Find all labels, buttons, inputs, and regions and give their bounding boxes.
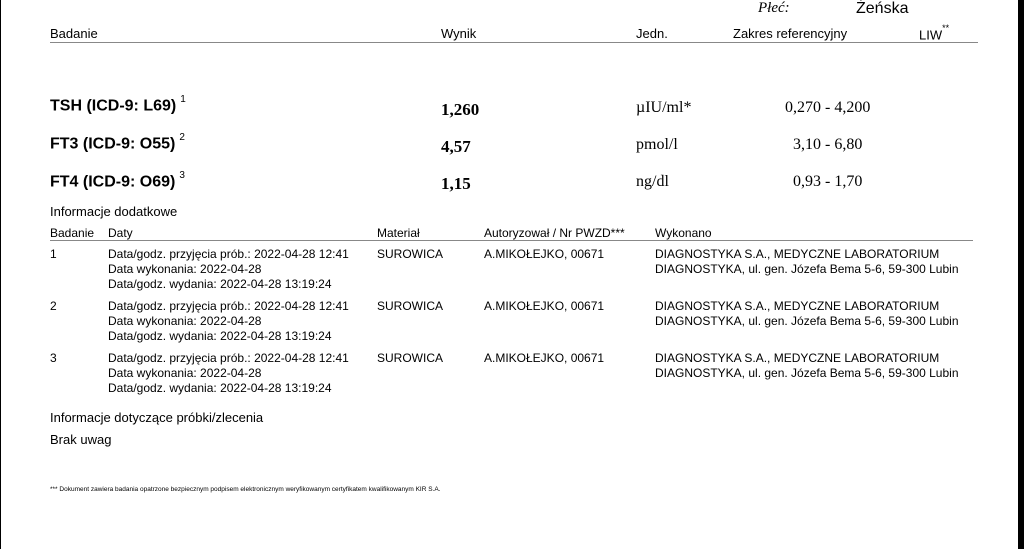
info-row-performed: [655, 247, 959, 277]
info-col-performed: Wykonano: [655, 226, 712, 240]
info-row-authorized: A.MIKOŁEJKO, 00671: [484, 351, 605, 365]
header-divider: [50, 42, 978, 43]
info-row-dates: [108, 299, 349, 344]
result-note: 3: [179, 170, 185, 181]
result-unit-tsh: µIU/ml*: [636, 99, 692, 116]
info-row-authorized: A.MIKOŁEJKO, 00671: [484, 299, 605, 313]
info-row-performed: [655, 351, 959, 381]
info-row-performed: [655, 299, 959, 329]
lab-address: DIAGNOSTYKA, ul. gen. Józefa Bema 5-6, 59-300 Lubin: [655, 366, 959, 380]
date-issued: Data/godz. wydania: 2022-04-28 13:19:24: [108, 277, 332, 291]
info-row-dates: [108, 351, 349, 396]
info-title: Informacje dodatkowe: [50, 204, 178, 219]
date-issued: Data/godz. wydania: 2022-04-28 13:19:24: [108, 381, 332, 395]
info-col-material: Materiał: [377, 226, 420, 240]
col-test-header: Badanie: [50, 26, 98, 41]
lab-name: DIAGNOSTYKA S.A., MEDYCZNE LABORATORIUM: [655, 247, 940, 261]
result-value-ft3: 4,57: [441, 137, 471, 156]
lab-address: DIAGNOSTYKA, ul. gen. Józefa Bema 5-6, 59-300 Lubin: [655, 262, 959, 276]
info-col-test: Badanie: [50, 226, 95, 240]
result-range-tsh: 0,270 - 4,200: [785, 99, 871, 116]
info-row-material: SUROWICA: [377, 351, 443, 365]
date-received: Data/godz. przyjęcia prób.: 2022-04-28 12:41: [108, 247, 349, 261]
lab-address: DIAGNOSTYKA, ul. gen. Józefa Bema 5-6, 59-300 Lubin: [655, 314, 959, 328]
info-row-authorized: A.MIKOŁEJKO, 00671: [484, 247, 605, 261]
result-name-ft3: [50, 134, 185, 153]
report-page: [1, 0, 1018, 549]
info-row-dates: [108, 247, 349, 292]
result-note: 2: [179, 132, 185, 143]
result-unit-ft3: pmol/l: [636, 136, 678, 153]
col-liw-header: [919, 23, 950, 43]
result-name-text: FT4 (ICD-9: O69): [50, 173, 176, 191]
result-value-tsh: 1,260: [441, 100, 480, 119]
info-row-test: 1: [50, 247, 57, 261]
info-row-material: SUROWICA: [377, 247, 443, 261]
result-range-ft4: 0,93 - 1,70: [793, 173, 863, 190]
col-liw-mark: **: [942, 23, 950, 33]
info-col-authorized: Autoryzował / Nr PWZD***: [484, 226, 625, 240]
result-name-tsh: [50, 96, 186, 115]
result-note: 1: [180, 94, 186, 105]
sex-label: Płeć:: [758, 0, 790, 16]
info-col-dates: Daty: [108, 226, 133, 240]
info-row-material: SUROWICA: [377, 299, 443, 313]
result-name-ft4: [50, 172, 185, 191]
col-range-header: Zakres referencyjny: [733, 26, 848, 41]
date-performed: Data wykonania: 2022-04-28: [108, 314, 262, 328]
col-unit-header: Jedn.: [636, 26, 668, 41]
result-value-ft4: 1,15: [441, 174, 471, 193]
info-row-test: 2: [50, 299, 57, 313]
footnote: *** Dokument zawiera badania opatrzone bezpiecznym podpisem elektronicznym weryfikowanym certyfikatem kwalifikowanym KIR S.A.: [50, 486, 441, 493]
col-result-header: Wynik: [441, 26, 477, 41]
result-name-text: TSH (ICD-9: L69): [50, 97, 177, 115]
sample-info-text: Brak uwag: [50, 432, 112, 447]
date-received: Data/godz. przyjęcia prób.: 2022-04-28 12:41: [108, 299, 349, 313]
date-issued: Data/godz. wydania: 2022-04-28 13:19:24: [108, 329, 332, 343]
sex-value: Żeńska: [856, 0, 909, 17]
info-row-test: 3: [50, 351, 57, 365]
info-divider: [50, 240, 973, 241]
lab-name: DIAGNOSTYKA S.A., MEDYCZNE LABORATORIUM: [655, 299, 940, 313]
result-unit-ft4: ng/dl: [636, 173, 669, 190]
result-range-ft3: 3,10 - 6,80: [793, 136, 863, 153]
result-name-text: FT3 (ICD-9: O55): [50, 135, 176, 153]
date-performed: Data wykonania: 2022-04-28: [108, 366, 262, 380]
date-performed: Data wykonania: 2022-04-28: [108, 262, 262, 276]
sample-info-title: Informacje dotyczące próbki/zlecenia: [50, 410, 264, 425]
col-liw-label: LIW: [919, 27, 943, 43]
date-received: Data/godz. przyjęcia prób.: 2022-04-28 12:41: [108, 351, 349, 365]
lab-name: DIAGNOSTYKA S.A., MEDYCZNE LABORATORIUM: [655, 351, 940, 365]
